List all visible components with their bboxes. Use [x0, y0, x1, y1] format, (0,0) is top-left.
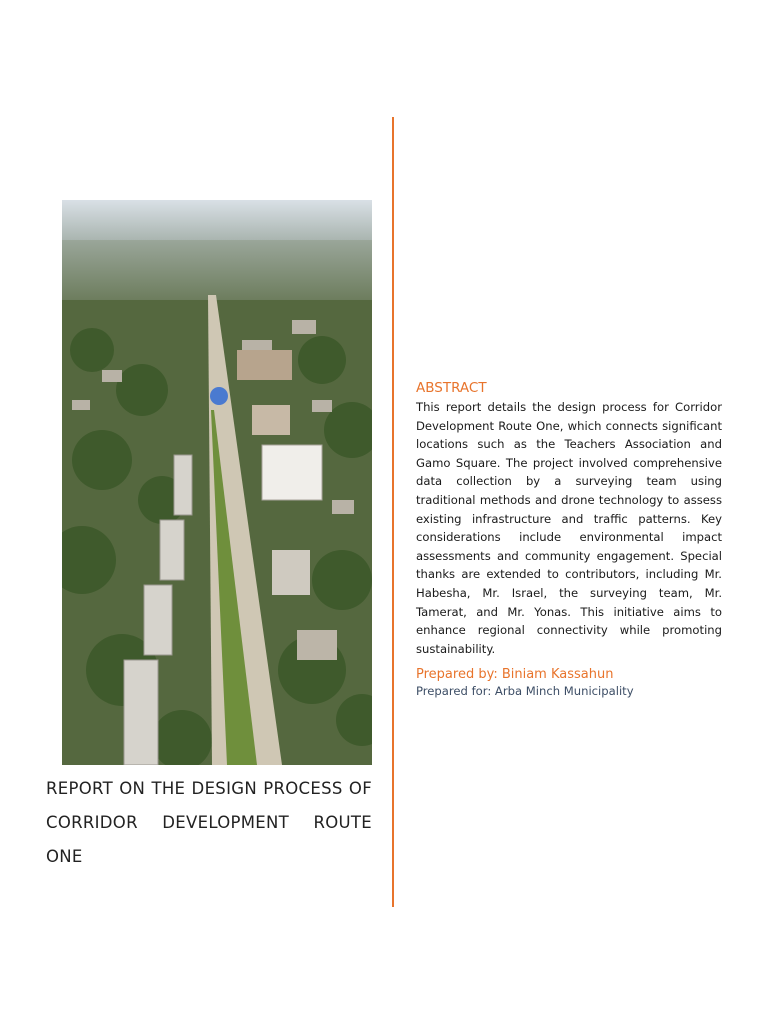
prepared-by: Prepared by: Biniam Kassahun [416, 667, 614, 683]
abstract-heading: ABSTRACT [416, 380, 487, 396]
vertical-divider [392, 117, 394, 907]
cover-photo [62, 200, 372, 765]
aerial-city-illustration [62, 200, 372, 765]
report-title: REPORT ON THE DESIGN PROCESS OF CORRIDOR DEVELOPMENT ROUTE ONE [46, 779, 372, 866]
abstract-body: This report details the design process for Corridor Development Route One, which connects significant locations such as the Teachers Association and Gamo Square. The project involved comprehensive data collection by a surveying team using traditional methods and drone technology to assess existing infrastructure and traffic patterns. Key considerations include environmental impact assessments and community engagement. Special thanks are extended to contributors, including Mr. Habesha, Mr. Israel, the surveying team, Mr. Tamerat, and Mr. Yonas. This initiative aims to enhance regional connectivity while promoting sustainability. [416, 400, 722, 656]
prepared-for: Prepared for: Arba Minch Municipality [416, 684, 634, 699]
abstract-section [416, 380, 722, 698]
